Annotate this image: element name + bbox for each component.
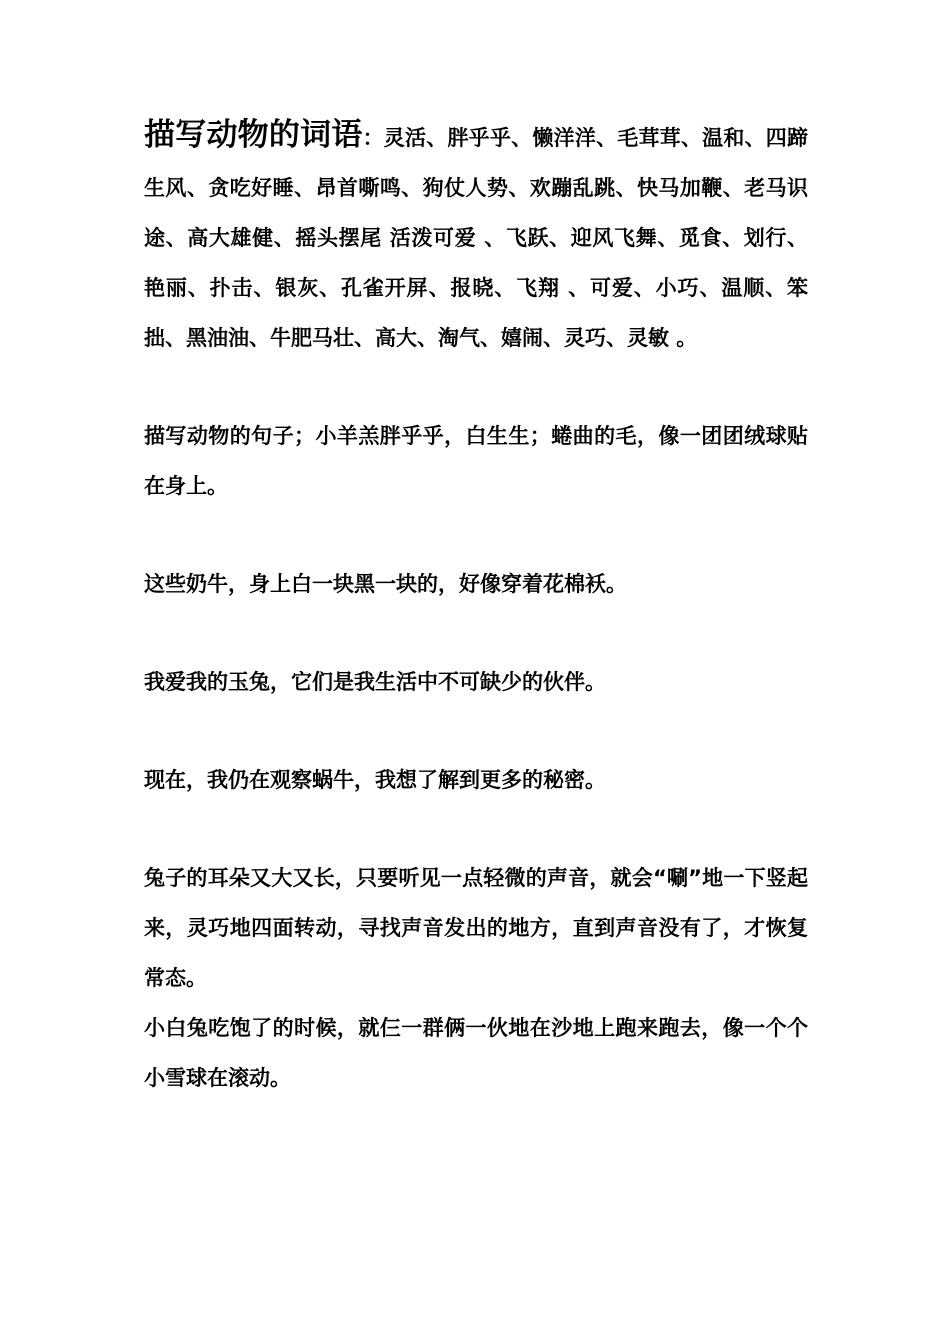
document-page [144,110,808,1103]
words-paragraph [144,110,808,363]
sentence-paragraph-6: 小白兔吃饱了的时候，就仨一群俩一伙地在沙地上跑来跑去，像一个个小雪球在滚动。 [144,1016,808,1090]
sentence-paragraph-1: 描写动物的句子；小羊羔胖乎乎，白生生；蜷曲的毛，像一团团绒球贴在身上。 [144,424,808,498]
animal-words-list: ：灵活、胖乎乎、懒洋洋、毛茸茸、温和、四蹄生风、贪吃好睡、昂首嘶鸣、狗仗人势、欢蹦乱跳、快马加鞭、老马识途、高大雄健、摇头摆尾 活泼可爱 、飞跃、迎风飞舞、觅食、划行、艳丽、扑击、银灰、孔雀开屏、报晓、飞翔 、可爱、小巧、温顺、笨拙、黑油油、牛肥马壮、高大、淘气、嬉闹、灵巧、灵敏 。 [144,126,809,350]
sentence-paragraph-5: 兔子的耳朵又大又长，只要听见一点轻微的声音，就会“唰”地一下竖起来，灵巧地四面转动，寻找声音发出的地方，直到声音没有了，才恢复常态。 [144,866,808,990]
sentence-paragraph-2: 这些奶牛，身上白一块黑一块的，好像穿着花棉袄。 [144,572,627,596]
sentence-paragraph-3: 我爱我的玉兔，它们是我生活中不可缺少的伙伴。 [144,670,606,694]
sentence-paragraph-4: 现在，我仍在观察蜗牛，我想了解到更多的秘密。 [144,768,606,792]
section-heading: 描写动物的词语 [144,117,363,153]
